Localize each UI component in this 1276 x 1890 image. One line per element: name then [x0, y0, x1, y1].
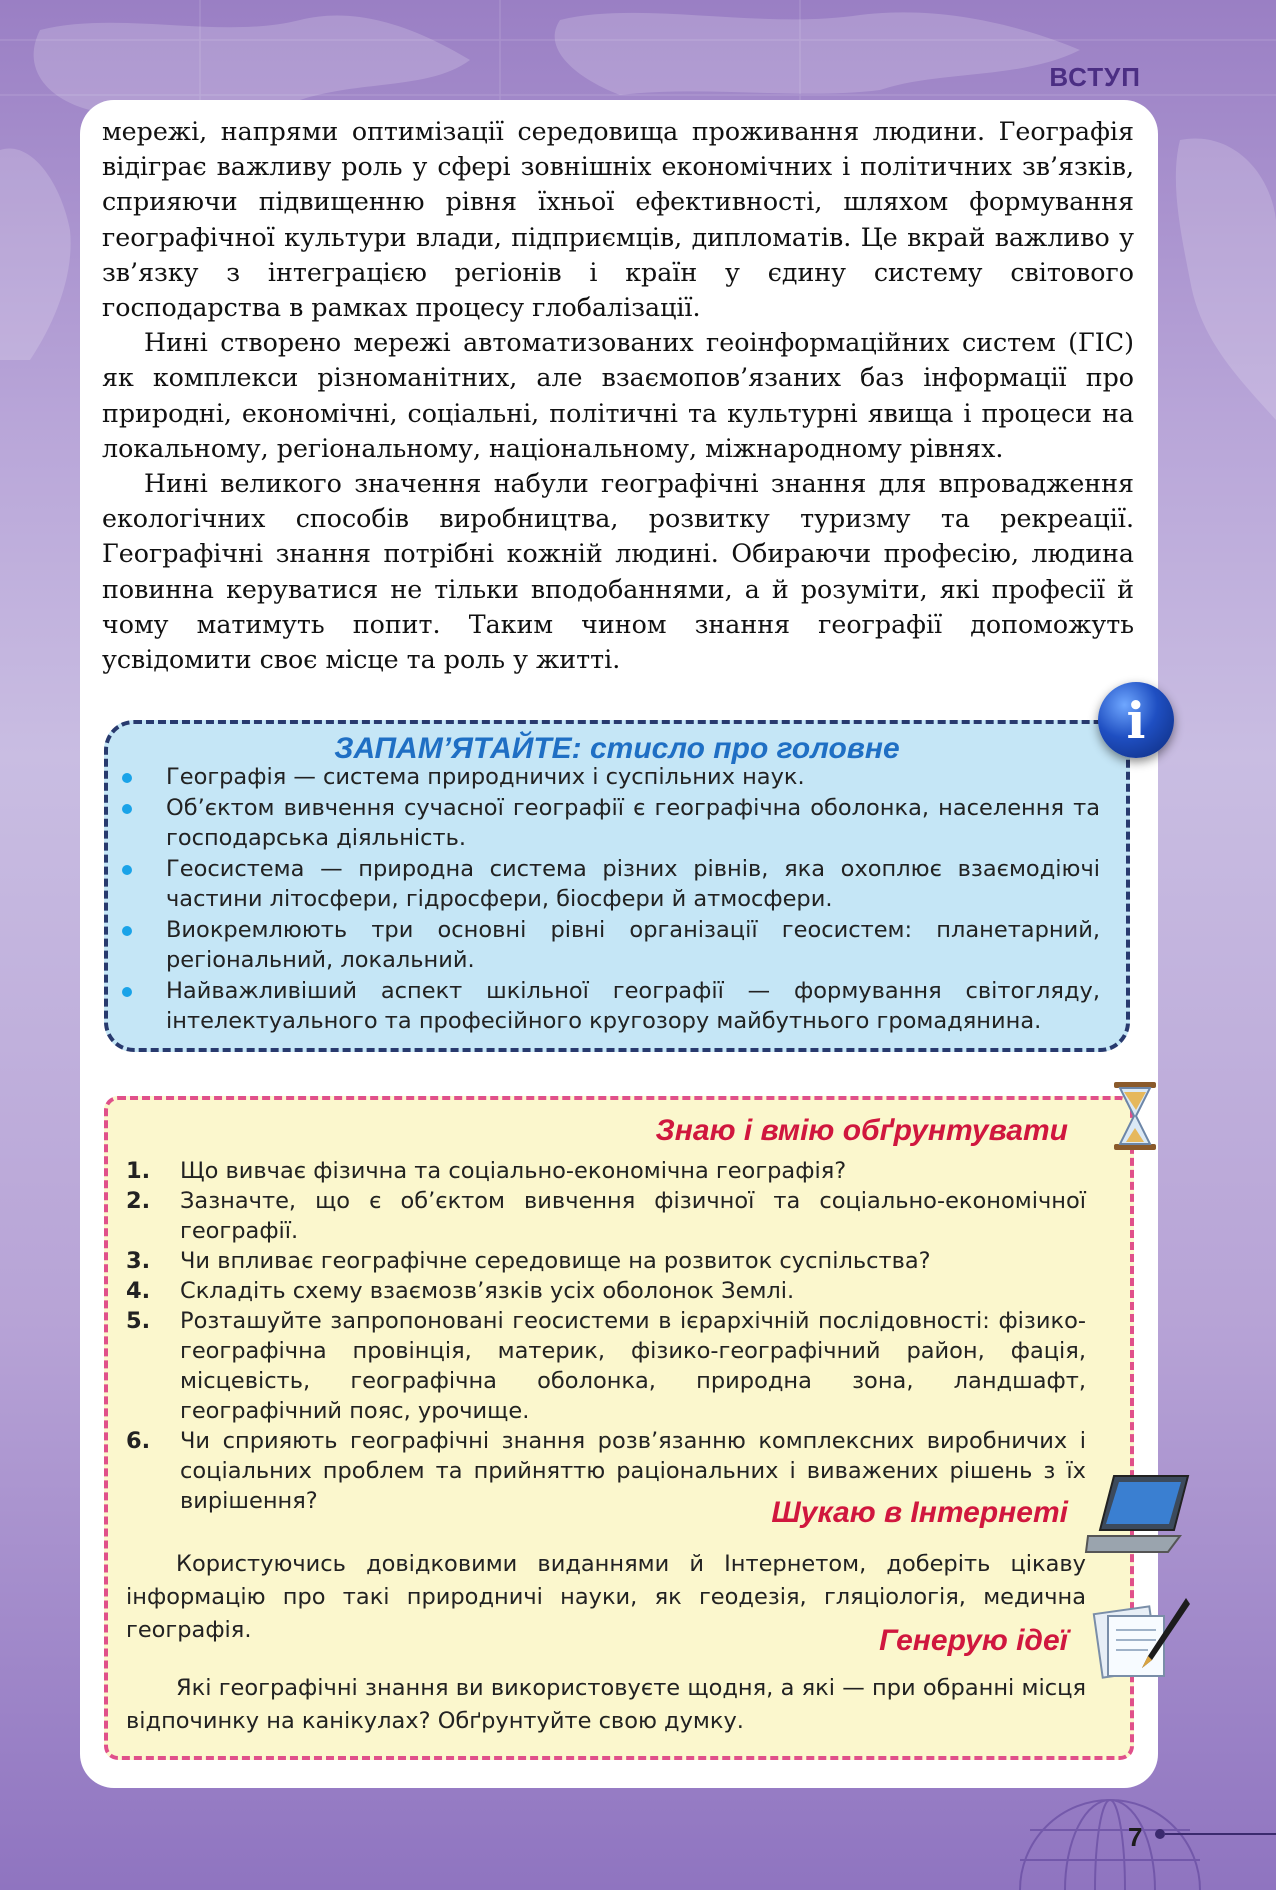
hourglass-icon [1112, 1080, 1158, 1152]
paragraph-1: мережі, напрями оптимізації середовища проживання людини. Географія відіграє важливу роль у сфері зовнішніх економічних і політичних зв’язків, сприяючи підвищенню рівня їхньої ефективності, шляхом формування географічної культури влади, підприємців, дипломатів. Це вкрай важливо у зв’язку з інтеграцією регіонів і країн у єдину систему світового господарства в рамках процесу глобалізації. [102, 117, 1134, 323]
question-item: 4. Складіть схему взаємозв’язків усіх оболонок Землі. [126, 1278, 795, 1304]
bullet-icon [122, 926, 132, 936]
remember-item: Геосистема — природна система різних рівнів, яка охоплює взаємодіючі частини літосфери, гідросфери, біосфери й атмосфери. [118, 854, 1100, 915]
internet-heading: Шукаю в Інтернеті [771, 1496, 1068, 1529]
remember-item: Виокремлюють три основні рівні організації геосистем: планетарний, регіональний, локальний. [118, 915, 1100, 976]
question-item: 6. Чи сприяють географічні знання розв’язанню комплексних виробничих і соціальних проблем та прийняттю раціональних і виважених рішень з їх вирішення? [126, 1428, 1086, 1514]
remember-item: Найважливіший аспект шкільної географії — формування світогляду, інтелектуального та професійного кругозору майбутнього громадянина. [118, 976, 1100, 1037]
remember-title: ЗАПАМ’ЯТАЙТЕ: стисло про головне [334, 732, 900, 765]
tasks-box [104, 1096, 1134, 1760]
globe-decoration [1020, 1800, 1200, 1890]
info-icon: i [1098, 682, 1174, 758]
bullet-icon [122, 865, 132, 875]
question-item: 3. Чи впливає географічне середовище на розвиток суспільства? [126, 1248, 931, 1274]
pen-paper-icon [1092, 1596, 1192, 1680]
main-text [102, 114, 1134, 677]
question-item: 2. Зазначте, що є об’єктом вивчення фізичної та соціально-економічної географії. [126, 1188, 1086, 1244]
paragraph-3: Нині великого значення набули географічні знання для впровадження екологічних способів виробництва, розвитку туризму та рекреації. Географічні знання потрібні кожній людині. Обираючи професію, людина повинна керуватися не тільки вподобаннями, а й розуміти, які професії й чому матимуть попит. Таким чином знання географії допоможуть усвідомити своє місце та роль у житті. [102, 469, 1134, 675]
remember-item: Об’єктом вивчення сучасної географії є географічна оболонка, населення та господарська діяльність. [118, 793, 1100, 854]
ideas-task: Які географічні знання ви використовуєте щодня, а які — при обранні місця відпочинку на канікулах? Обґрунтуйте свою думку. [126, 1675, 1086, 1734]
ideas-heading: Генерую ідеї [879, 1624, 1068, 1657]
bullet-icon [122, 804, 132, 814]
remember-list [118, 762, 1100, 1037]
question-item: 1. Що вивчає фізична та соціально-економічна географія? [126, 1158, 847, 1184]
question-item: 5. Розташуйте запропоновані геосистеми в ієрархічній послідовності: фізико-географічна провінція, материк, фізико-географічний район, фація, місцевість, географічна оболонка, природна зона, ландшафт, географічний пояс, урочище. [126, 1308, 1086, 1424]
know-heading: Знаю і вмію обґрунтувати [655, 1114, 1068, 1147]
bullet-icon [122, 773, 132, 783]
remember-box [104, 720, 1130, 1052]
bullet-icon [122, 987, 132, 997]
paragraph-2: Нині створено мережі автоматизованих геоінформаційних систем (ГІС) як комплекси різноманітних, але взаємопов’язаних баз інформації про природні, економічні, соціальні, політичні та культурні явища і процеси на локальному, регіональному, національному, міжнародному рівнях. [102, 328, 1134, 463]
page-number: 7 [1128, 1822, 1143, 1852]
question-list [126, 1156, 1086, 1516]
internet-task: Користуючись довідковими виданнями й Інтернетом, доберіть цікаву інформацію про такі природничі науки, як геодезія, гляціологія, медична географія. [126, 1551, 1086, 1643]
section-title: ВСТУП [1049, 62, 1141, 92]
remember-item: Географія — система природничих і суспільних наук. [118, 762, 1100, 793]
laptop-icon [1084, 1472, 1192, 1556]
